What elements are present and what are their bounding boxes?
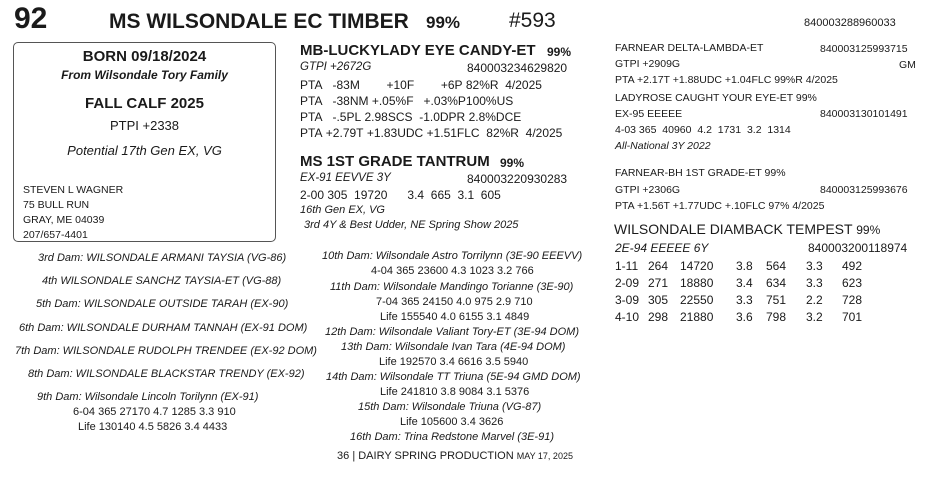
dam-14: 14th Dam: Wilsondale TT Triuna (5E-94 GMD DOM): [326, 371, 581, 383]
page-footer: [337, 450, 573, 462]
lactation-cell: 2-09: [615, 276, 640, 290]
lactation-cell: 3-09: [615, 293, 640, 307]
family-line: From Wilsondale Tory Family: [61, 68, 228, 82]
lactation-cell: 751: [766, 293, 787, 307]
dam-14-life: Life 241810 3.8 9084 3.1 5376: [380, 386, 530, 398]
lactation-cell: 623: [842, 276, 863, 290]
animal-registration: 840003288960033: [804, 17, 896, 29]
sire-gm: GM: [899, 59, 916, 71]
born-date: BORN 09/18/2024: [82, 48, 207, 65]
consignor-street: 75 BULL RUN: [23, 199, 90, 211]
consignor-city: GRAY, ME 04039: [23, 214, 105, 226]
lactation-cell: 264: [648, 259, 669, 273]
lactation-cell: 298: [648, 310, 669, 324]
dam-10-record: 4-04 365 23600 4.3 1023 3.2 766: [371, 265, 534, 277]
animal-code: #593: [509, 9, 556, 32]
dam-9-record: 6-04 365 27170 4.7 1285 3.3 910: [73, 406, 236, 418]
bh-gtpi: GTPI +2306G: [615, 184, 681, 196]
consignor-name: STEVEN L WAGNER: [23, 184, 124, 196]
show-class: FALL CALF 2025: [85, 95, 204, 112]
dam2-generation: 16th Gen EX, VG: [300, 204, 385, 216]
ptpi: PTPI +2338: [109, 118, 180, 133]
dam-15: 15th Dam: Wilsondale Triuna (VG-87): [358, 401, 542, 413]
lactation-cell: 701: [842, 310, 863, 324]
dam2-name: MS 1ST GRADE TANTRUM: [300, 153, 490, 170]
lactation-cell: 22550: [680, 293, 714, 307]
lactation-cell: 3.3: [806, 276, 823, 290]
sale-title: DAIRY SPRING PRODUCTION: [358, 450, 514, 462]
dam2-registration: 840003220930283: [467, 172, 568, 186]
dam-6: 6th Dam: WILSONDALE DURHAM TANNAH (EX-91 DOM): [19, 322, 308, 334]
dam-5: 5th Dam: WILSONDALE OUTSIDE TARAH (EX-90): [36, 298, 289, 310]
dam1-name: MB-LUCKYLADY EYE CANDY-ET: [300, 42, 536, 59]
dam1-registration: 840003234629820: [467, 61, 568, 75]
bh-name: FARNEAR-BH 1ST GRADE-ET 99%: [615, 167, 786, 179]
dam-7: 7th Dam: WILSONDALE RUDOLPH TRENDEE (EX-92 DOM): [15, 345, 317, 357]
dam-15-life: Life 105600 3.4 3626: [400, 416, 504, 428]
lactation-cell: 3.3: [806, 259, 823, 273]
dam-8: 8th Dam: WILSONDALE BLACKSTAR TRENDY (EX-92): [28, 368, 305, 380]
sale-date: MAY 17, 2025: [516, 451, 573, 461]
sire-name: FARNEAR DELTA-LAMBDA-ET: [615, 42, 764, 54]
potential: Potential 17th Gen EX, VG: [67, 143, 222, 158]
dam1-gtpi: GTPI +2672G: [300, 61, 372, 73]
lactation-cell: 634: [766, 276, 787, 290]
dam-12: 12th Dam: Wilsondale Valiant Tory-ET (3E-94 DOM): [325, 326, 580, 338]
lot-number: 92: [14, 2, 48, 35]
bh-registration: 840003125993676: [820, 184, 908, 196]
dam-13-life: Life 192570 3.4 6616 3.5 5940: [379, 356, 529, 368]
lactation-cell: 14720: [680, 259, 714, 273]
lactation-cell: 21880: [680, 310, 714, 324]
sire-pta: PTA +2.17T +1.88UDC +1.04FLC 99%R 4/2025: [615, 74, 838, 86]
dam-9-life: Life 130140 4.5 5826 3.4 4433: [78, 421, 228, 433]
dam2-percent: 99%: [500, 156, 525, 170]
sire-gtpi: GTPI +2909G: [615, 58, 681, 70]
ladyrose-name: LADYROSE CAUGHT YOUR EYE-ET 99%: [615, 92, 817, 104]
lactation-cell: 3.8: [736, 259, 753, 273]
lactation-cell: 271: [648, 276, 669, 290]
dam-9: 9th Dam: Wilsondale Lincoln Torilynn (EX-91): [37, 391, 259, 403]
lactation-cell: 728: [842, 293, 863, 307]
dam-11-life: Life 155540 4.0 6155 3.1 4849: [380, 311, 530, 323]
dam2-show: 3rd 4Y & Best Udder, NE Spring Show 2025: [304, 219, 519, 231]
dam-16: 16th Dam: Trina Redstone Marvel (3E-91): [350, 431, 554, 443]
dam-11: 11th Dam: Wilsondale Mandingo Torianne (3E-90): [330, 281, 574, 293]
dam-4: 4th WILSONDALE SANCHZ TAYSIA-ET (VG-88): [42, 275, 282, 287]
dam1-pta-row-3: PTA -.5PL 2.98SCS -1.0DPR 2.8%DCE: [300, 110, 522, 124]
diamback-registration: 840003200118974: [808, 241, 908, 255]
lactation-cell: 18880: [680, 276, 714, 290]
lactation-cell: 3.4: [736, 276, 753, 290]
animal-percent: 99%: [426, 13, 461, 32]
ladyrose-record: 4-03 365 40960 4.2 1731 3.2 1314: [615, 124, 791, 136]
lactation-cell: 564: [766, 259, 787, 273]
dam-11-record: 7-04 365 24150 4.0 975 2.9 710: [376, 296, 533, 308]
lactation-cell: 3.2: [806, 310, 823, 324]
lactation-cell: 3.3: [736, 293, 753, 307]
bh-pta: PTA +1.56T +1.77UDC +.10FLC 97% 4/2025: [615, 200, 825, 212]
lactation-cell: 2.2: [806, 293, 823, 307]
lactation-cell: 798: [766, 310, 787, 324]
consignor-phone: 207/657-4401: [23, 229, 88, 241]
dam1-pta-row-4: PTA +2.79T +1.83UDC +1.51FLC 82%R 4/2025: [300, 126, 563, 140]
dam1-percent: 99%: [547, 45, 572, 59]
dam-10: 10th Dam: Wilsondale Astro Torrilynn (3E-90 EEEVV): [322, 250, 583, 262]
lactation-cell: 305: [648, 293, 669, 307]
dam-13: 13th Dam: Wilsondale Ivan Tara (4E-94 DOM): [341, 341, 566, 353]
lactation-cell: 3.6: [736, 310, 753, 324]
footer-separator: |: [352, 450, 356, 462]
diamback-name: WILSONDALE DIAMBACK TEMPEST 99%: [614, 221, 881, 237]
dam1-pta-row-1: PTA -83M +10F +6P 82%R 4/2025: [300, 78, 542, 92]
lactation-cell: 492: [842, 259, 863, 273]
dam-3: 3rd Dam: WILSONDALE ARMANI TAYSIA (VG-86): [38, 252, 287, 264]
lactation-cell: 4-10: [615, 310, 640, 324]
ladyrose-class: EX-95 EEEEE: [615, 108, 683, 120]
born-info-box: [13, 42, 276, 242]
ladyrose-award: All-National 3Y 2022: [615, 140, 711, 152]
animal-name: MS WILSONDALE EC TIMBER: [109, 10, 409, 33]
diamback-class: 2E-94 EEEEE 6Y: [615, 241, 709, 255]
dam2-class: EX-91 EEVVE 3Y: [300, 172, 391, 184]
dam2-record: 2-00 305 19720 3.4 665 3.1 605: [300, 188, 501, 202]
lactation-cell: 1-11: [615, 259, 639, 273]
page-number: 36: [337, 450, 350, 462]
dam1-pta-row-2: PTA -38NM +.05%F +.03%P100%US: [300, 94, 514, 108]
sire-registration: 840003125993715: [820, 43, 908, 55]
ladyrose-registration: 840003130101491: [820, 108, 908, 120]
